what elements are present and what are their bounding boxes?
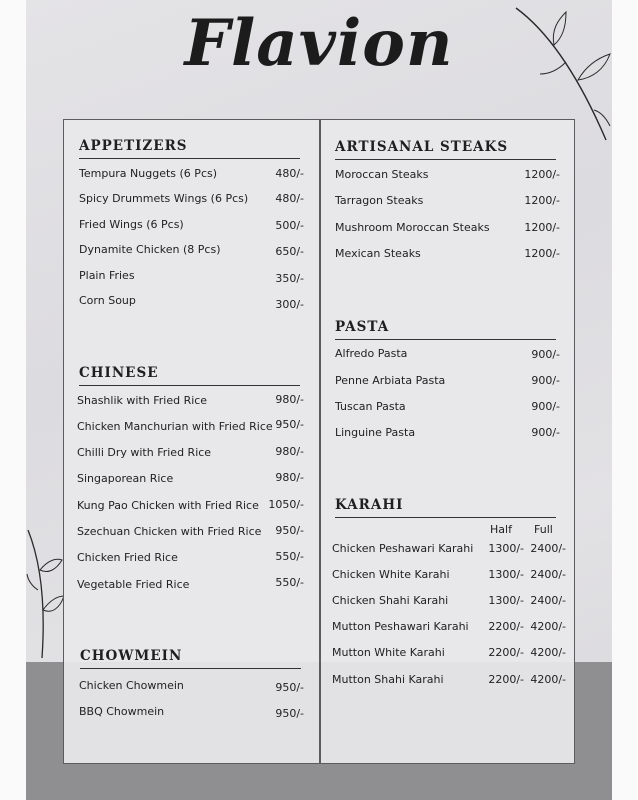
menu-item-name: Tarragon Steaks bbox=[335, 194, 424, 207]
menu-item-name: Chicken Shahi Karahi bbox=[332, 594, 449, 607]
karahi-full-price: 4200/- bbox=[530, 673, 566, 686]
menu-item-name: Chilli Dry with Fried Rice bbox=[77, 446, 212, 459]
karahi-full-price: 4200/- bbox=[530, 646, 566, 659]
section-title-pasta: PASTA bbox=[335, 319, 556, 340]
menu-item-price: 650/- bbox=[275, 245, 304, 258]
menu-item-name: Dynamite Chicken (8 Pcs) bbox=[79, 243, 221, 256]
karahi-half-price: 1300/- bbox=[488, 594, 524, 607]
menu-item-price: 950/- bbox=[275, 681, 304, 694]
menu-item-price: 980/- bbox=[275, 445, 304, 458]
menu-item-name: Singaporean Rice bbox=[77, 472, 174, 485]
menu-item-name: Mushroom Moroccan Steaks bbox=[335, 221, 490, 234]
menu-item-price: 900/- bbox=[531, 374, 560, 387]
menu-item-name: Tuscan Pasta bbox=[335, 400, 406, 413]
menu-item-name: Chicken White Karahi bbox=[332, 568, 450, 581]
menu-item-price: 1200/- bbox=[524, 247, 560, 260]
menu-item-name: Penne Arbiata Pasta bbox=[335, 374, 446, 387]
menu-item-price: 1200/- bbox=[524, 194, 560, 207]
menu-item-name: Alfredo Pasta bbox=[335, 347, 408, 360]
menu-item-price: 950/- bbox=[275, 418, 304, 431]
menu-item-price: 300/- bbox=[275, 298, 304, 311]
section-title-appetizers: APPETIZERS bbox=[79, 138, 300, 159]
menu-item-name: Mexican Steaks bbox=[335, 247, 421, 260]
section-title-steaks: ARTISANAL STEAKS bbox=[335, 139, 556, 160]
menu-item-name: Kung Pao Chicken with Fried Rice bbox=[77, 499, 259, 512]
menu-item-name: BBQ Chowmein bbox=[79, 705, 165, 718]
karahi-half-header: Half bbox=[490, 523, 512, 536]
menu-item-price: 900/- bbox=[531, 348, 560, 361]
menu-item-name: Corn Soup bbox=[79, 294, 136, 307]
karahi-half-price: 2200/- bbox=[488, 620, 524, 633]
menu-item-name: Tempura Nuggets (6 Pcs) bbox=[79, 167, 218, 180]
section-title-karahi: KARAHI bbox=[335, 497, 556, 518]
karahi-half-price: 2200/- bbox=[488, 646, 524, 659]
menu-item-price: 900/- bbox=[531, 426, 560, 439]
menu-item-price: 1200/- bbox=[524, 168, 560, 181]
menu-item-name: Vegetable Fried Rice bbox=[77, 578, 190, 591]
column-divider bbox=[319, 119, 321, 764]
section-title-chowmein: CHOWMEIN bbox=[80, 648, 301, 669]
menu-item-name: Plain Fries bbox=[79, 269, 135, 282]
karahi-half-price: 1300/- bbox=[488, 542, 524, 555]
menu-item-name: Mutton White Karahi bbox=[332, 646, 445, 659]
menu-item-price: 350/- bbox=[275, 272, 304, 285]
karahi-half-price: 2200/- bbox=[488, 673, 524, 686]
karahi-half-price: 1300/- bbox=[488, 568, 524, 581]
menu-item-name: Moroccan Steaks bbox=[335, 168, 429, 181]
menu-item-price: 550/- bbox=[275, 550, 304, 563]
section-title-chinese: CHINESE bbox=[79, 365, 300, 386]
menu-item-name: Chicken Peshawari Karahi bbox=[332, 542, 474, 555]
menu-item-price: 550/- bbox=[275, 576, 304, 589]
menu-item-name: Spicy Drummets Wings (6 Pcs) bbox=[79, 192, 249, 205]
menu-item-name: Mutton Peshawari Karahi bbox=[332, 620, 469, 633]
menu-item-name: Fried Wings (6 Pcs) bbox=[79, 218, 184, 231]
menu-item-price: 500/- bbox=[275, 219, 304, 232]
menu-item-name: Shashlik with Fried Rice bbox=[77, 394, 208, 407]
menu-item-name: Linguine Pasta bbox=[335, 426, 416, 439]
menu-item-price: 1200/- bbox=[524, 221, 560, 234]
menu-item-name: Chicken Chowmein bbox=[79, 679, 184, 692]
restaurant-logo-title: Flavion bbox=[184, 6, 454, 81]
menu-item-price: 900/- bbox=[531, 400, 560, 413]
menu-item-name: Chicken Fried Rice bbox=[77, 551, 178, 564]
menu-item-price: 950/- bbox=[275, 707, 304, 720]
menu-item-price: 480/- bbox=[275, 192, 304, 205]
menu-item-name: Mutton Shahi Karahi bbox=[332, 673, 444, 686]
karahi-full-price: 2400/- bbox=[530, 594, 566, 607]
karahi-full-header: Full bbox=[534, 523, 553, 536]
menu-item-name: Szechuan Chicken with Fried Rice bbox=[77, 525, 262, 538]
menu-item-price: 980/- bbox=[275, 393, 304, 406]
leaf-branch-bottom-left bbox=[26, 530, 66, 660]
menu-item-price: 950/- bbox=[275, 524, 304, 537]
menu-item-price: 480/- bbox=[275, 167, 304, 180]
karahi-full-price: 2400/- bbox=[530, 542, 566, 555]
karahi-full-price: 4200/- bbox=[530, 620, 566, 633]
karahi-full-price: 2400/- bbox=[530, 568, 566, 581]
menu-item-name: Chicken Manchurian with Fried Rice bbox=[77, 420, 273, 433]
menu-item-price: 980/- bbox=[275, 471, 304, 484]
menu-item-price: 1050/- bbox=[268, 498, 304, 511]
